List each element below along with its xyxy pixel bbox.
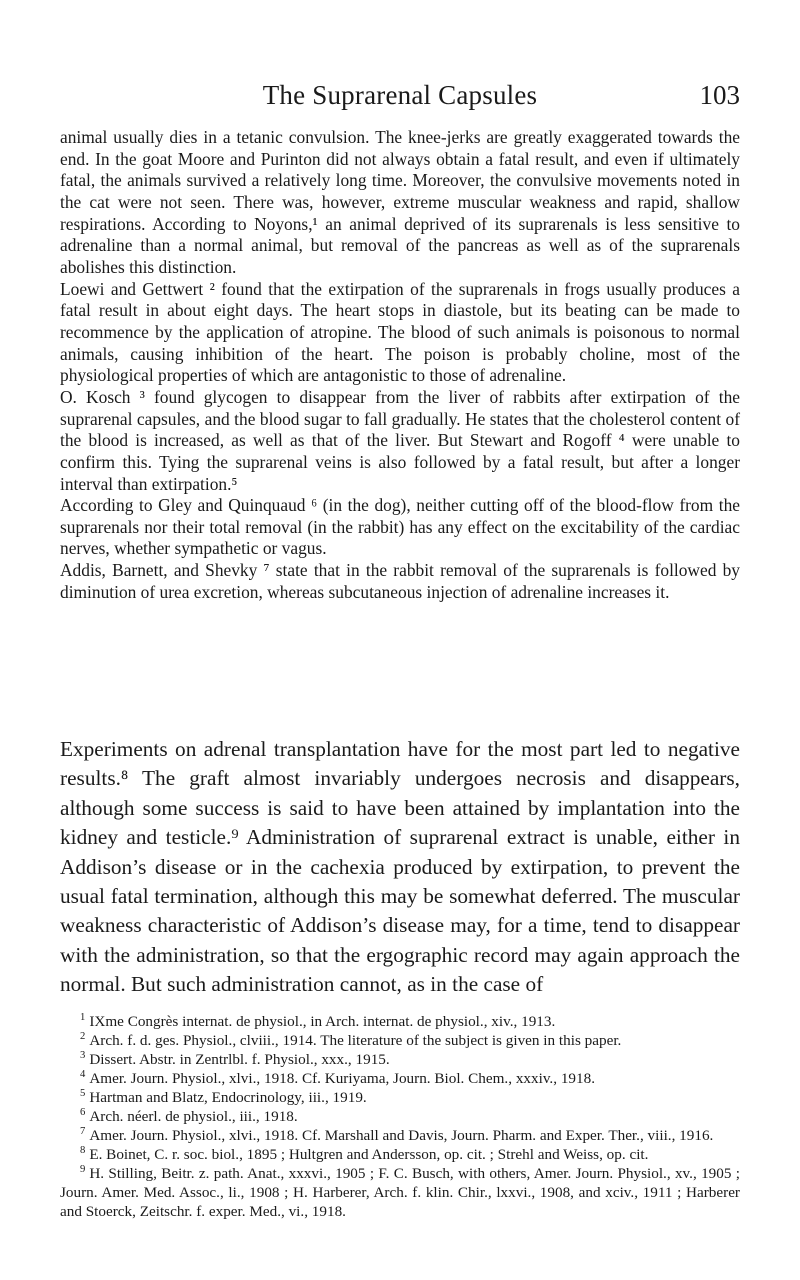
footnote	[60, 1107, 740, 1126]
footnote	[60, 1164, 740, 1221]
running-header	[60, 80, 740, 114]
footnote-number: 3	[80, 1049, 86, 1061]
footnote-number: 6	[80, 1106, 86, 1118]
footnote	[60, 1012, 740, 1031]
paragraph: According to Gley and Quinquaud ⁶ (in the dog), neither cutting off of the blood-flow from the suprarenals nor their total removal (in the rabbit) has any effect on the excitability of the cardiac nerves, whether sympathetic or vagus.	[60, 495, 740, 559]
footnote-text: Arch. néerl. de physiol., iii., 1918.	[89, 1108, 298, 1125]
small-print-section	[60, 127, 740, 603]
paragraph: animal usually dies in a tetanic convulsion. The knee-jerks are greatly exaggerated towards the end. In the goat Moore and Purinton did not always obtain a fatal result, and even if ultimately fatal, the animals survived a relatively long time. Moreover, the convulsive movements noted in the cat were not seen. There was, however, extreme muscular weakness and rapid, shallow respirations. According to Noyons,¹ an animal deprived of its suprarenals is less sensitive to adrenaline than a normal animal, but removal of the pancreas as well as of the suprarenals abolishes this distinction.	[60, 127, 740, 277]
footnote-text: Arch. f. d. ges. Physiol., clviii., 1914. The literature of the subject is given in this paper.	[89, 1032, 622, 1049]
footnote-text: IXme Congrès internat. de physiol., in Arch. internat. de physiol., xiv., 1913.	[89, 1013, 556, 1030]
paragraph: Loewi and Gettwert ² found that the extirpation of the suprarenals in frogs usually produces a fatal result in about eight days. The heart stops in diastole, but its beating can be made to recommence by the application of atropine. The blood of such animals is poisonous to normal animals, causing inhibition of the heart. The poison is probably choline, most of the physiological properties of which are antagonistic to those of adrenaline.	[60, 278, 740, 386]
footnote-number: 7	[80, 1125, 86, 1137]
footnote	[60, 1050, 740, 1069]
paragraph: Addis, Barnett, and Shevky ⁷ state that in the rabbit removal of the suprarenals is followed by diminution of urea excretion, whereas subcutaneous injection of adrenaline increases it.	[60, 560, 740, 602]
footnote-number: 2	[80, 1030, 86, 1042]
footnote-text: E. Boinet, C. r. soc. biol., 1895 ; Hultgren and Andersson, op. cit. ; Strehl and Weiss, op. cit.	[89, 1146, 649, 1163]
footnote-text: H. Stilling, Beitr. z. path. Anat., xxxvi., 1905 ; F. C. Busch, with others, Amer. Journ. Physiol., xv., 1905 ; Journ. Amer. Med. Assoc., li., 1908 ; H. Harberer, Arch. f. klin. Chir., lxxvi., 1908, and xciv., 1911 ; Harberer and Stoerck, Zeitschr. f. exper. Med., vi., 1918.	[60, 1165, 740, 1220]
running-title: The Suprarenal Capsules	[262, 80, 538, 110]
footnote-text: Hartman and Blatz, Endocrinology, iii., 1919.	[89, 1089, 367, 1106]
footnote	[60, 1031, 740, 1050]
footnote	[60, 1069, 740, 1088]
footnote-number: 5	[80, 1087, 86, 1099]
footnotes	[60, 1012, 740, 1221]
footnote-number: 1	[80, 1011, 86, 1023]
page-number: 103	[699, 80, 740, 110]
footnote-number: 8	[80, 1144, 86, 1156]
main-text-section	[60, 735, 740, 1000]
footnote	[60, 1126, 740, 1145]
footnote-text: Amer. Journ. Physiol., xlvi., 1918. Cf. Kuriyama, Journ. Biol. Chem., xxxiv., 1918.	[89, 1070, 595, 1087]
footnote	[60, 1088, 740, 1107]
footnote-number: 4	[80, 1068, 86, 1080]
footnote-number: 9	[80, 1163, 86, 1175]
paragraph: Experiments on adrenal transplantation have for the most part led to negative results.⁸ The graft almost invariably undergoes necrosis and disappears, although some success is said to have been attained by implantation into the kidney and testicle.⁹ Administration of suprarenal extract is unable, either in Addison’s disease or in the cachexia produced by extirpation, to prevent the usual fatal termination, although this may be somewhat deferred. The muscular weakness characteristic of Addison’s disease may, for a time, tend to disappear with the administration, so that the ergographic record may again approach the normal. But such administration cannot, as in the case of	[60, 737, 740, 997]
footnote	[60, 1145, 740, 1164]
footnote-text: Dissert. Abstr. in Zentrlbl. f. Physiol., xxx., 1915.	[89, 1051, 390, 1068]
footnote-text: Amer. Journ. Physiol., xlvi., 1918. Cf. Marshall and Davis, Journ. Pharm. and Exper. Ther., viii., 1916.	[89, 1127, 714, 1144]
paragraph: O. Kosch ³ found glycogen to disappear from the liver of rabbits after extirpation of the suprarenal capsules, and the blood sugar to fall gradually. He states that the cholesterol content of the blood is increased, as well as that of the liver. But Stewart and Rogoff ⁴ were unable to confirm this. Tying the suprarenal veins is also followed by a fatal result, but after a longer interval than extirpation.⁵	[60, 386, 740, 494]
